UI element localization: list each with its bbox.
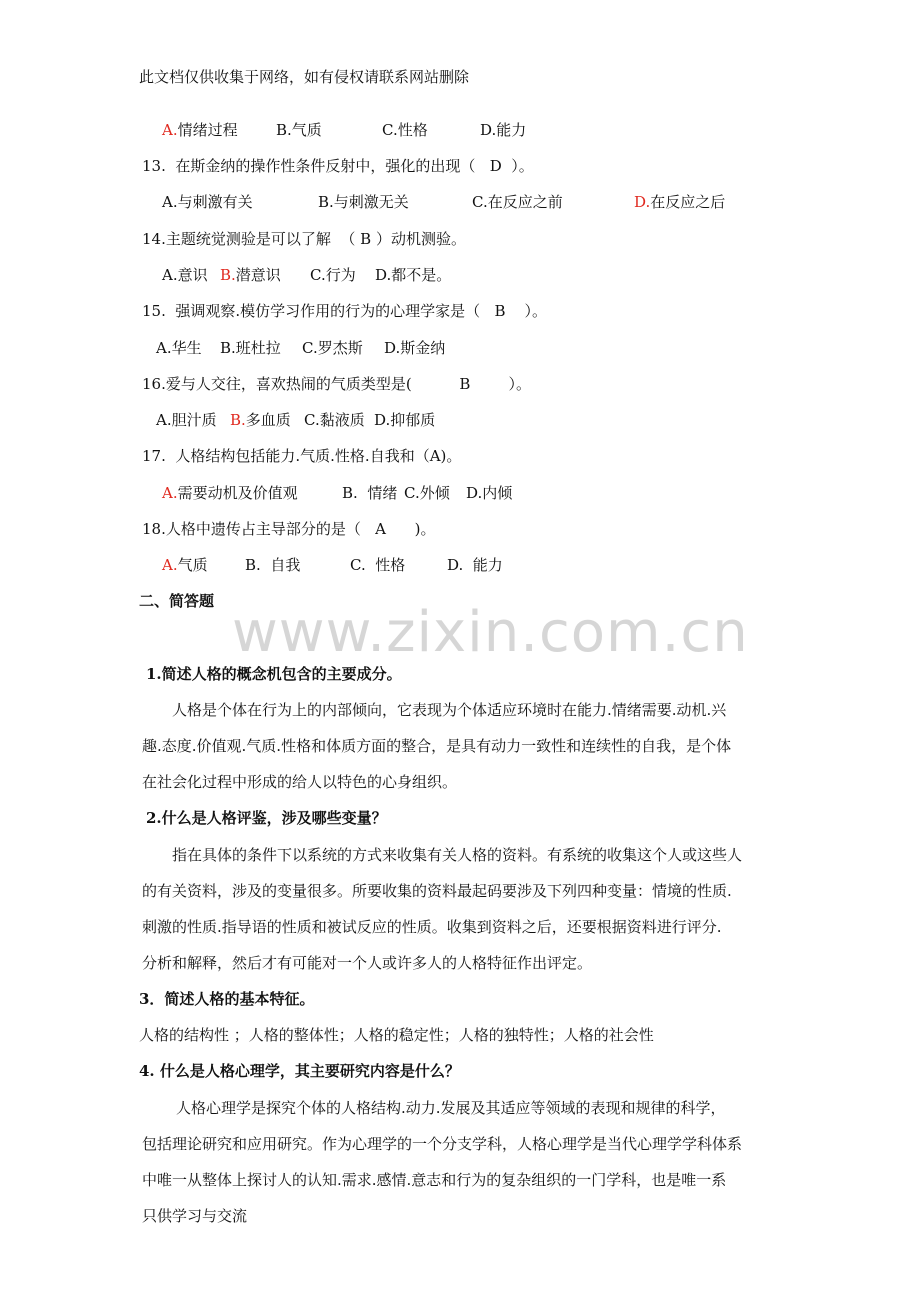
sa2-question: 2.什么是人格评鉴，涉及哪些变量？ <box>146 809 387 827</box>
sa4-question: 4. 什么是人格心理学，其主要研究内容是什么？ <box>139 1062 460 1080</box>
q15-option-b: B.班杜拉 <box>220 339 281 357</box>
sa3-question: 3．简述人格的基本特征。 <box>139 990 315 1008</box>
section-title: 二、简答题 <box>139 592 215 610</box>
q12-option-c: C.性格 <box>382 121 428 139</box>
q13-option-b: B.与刺激无关 <box>318 193 409 211</box>
q16-option-a: A.胆汁质 <box>156 411 217 429</box>
q12-option-a <box>162 120 238 140</box>
q13-answer-letter: D. <box>634 193 651 211</box>
q17-stem: 17. 人格结构包括能力.气质.性格.自我和（A)。 <box>142 447 462 465</box>
q13-stem: 13. 在斯金纳的操作性条件反射中，强化的出现（ D ）。 <box>142 157 534 175</box>
q17-option-c: C.外倾 <box>404 484 450 502</box>
q17-option-a <box>162 483 298 503</box>
q12-answer-letter: A. <box>162 121 178 139</box>
sa2-answer-line: 刺激的性质.指导语的性质和被试反应的性质。收集到资料之后，还要根据资料进行评分. <box>142 918 722 936</box>
q13-option-c: C.在反应之前 <box>472 193 563 211</box>
sa1-answer-line: 趣.态度.价值观.气质.性格和体质方面的整合，是具有动力一致性和连续性的自我，是个体 <box>142 737 732 755</box>
q18-answer-letter: A. <box>162 556 178 574</box>
sa4-answer-line: 包括理论研究和应用研究。作为心理学的一个分支学科，人格心理学是当代心理学学科体系 <box>142 1135 743 1153</box>
sa2-answer-line: 的有关资料，涉及的变量很多。所要收集的资料最起码要涉及下列四种变量：情境的性质. <box>142 882 732 900</box>
q17-option-b: B. 情绪 <box>342 484 398 502</box>
q13-option-d <box>634 192 725 212</box>
q12-option-d: D.能力 <box>480 121 527 139</box>
q14-stem: 14.主题统觉测验是可以了解 （ B ）动机测验。 <box>142 230 466 248</box>
q17-option-a-text: 需要动机及价值观 <box>177 484 298 502</box>
q14-option-c: C.行为 <box>310 266 356 284</box>
q12-option-b: B.气质 <box>276 121 322 139</box>
page-header: 此文档仅供收集于网络，如有侵权请联系网站删除 <box>139 68 470 86</box>
q17-option-d: D.内倾 <box>466 484 513 502</box>
q14-option-d: D.都不是。 <box>375 266 452 284</box>
q15-stem: 15. 强调观察.模仿学习作用的行为的心理学家是（ B ）。 <box>142 302 548 320</box>
q16-option-b <box>230 410 291 430</box>
q18-option-c: C. 性格 <box>350 556 406 574</box>
q13-option-a: A.与刺激有关 <box>162 193 253 211</box>
q17-answer-letter: A. <box>162 484 178 502</box>
sa3-answer: 人格的结构性 ；人格的整体性；人格的稳定性；人格的独特性；人格的社会性 <box>139 1026 654 1044</box>
page-footer: 只供学习与交流 <box>142 1207 248 1225</box>
sa1-answer-line: 人格是个体在行为上的内部倾向，它表现为个体适应环境时在能力.情绪需要.动机.兴 <box>172 701 727 719</box>
sa4-answer-line: 人格心理学是探究个体的人格结构.动力.发展及其适应等领域的表现和规律的科学， <box>176 1099 726 1117</box>
q18-option-d: D. 能力 <box>447 556 503 574</box>
sa1-answer-line: 在社会化过程中形成的给人以特色的心身组织。 <box>142 773 458 791</box>
q16-option-b-text: 多血质 <box>245 411 291 429</box>
q13-option-d-text: 在反应之后 <box>650 193 726 211</box>
q18-stem: 18.人格中遗传占主导部分的是（ A )。 <box>142 520 436 538</box>
q18-option-b: B. 自我 <box>245 556 301 574</box>
q12-option-a-text: 情绪过程 <box>177 121 238 139</box>
q16-option-c: C.黏液质 <box>304 411 365 429</box>
q16-stem: 16.爱与人交往，喜欢热闹的气质类型是( B ）。 <box>142 375 532 393</box>
q15-option-a: A.华生 <box>156 339 202 357</box>
q16-answer-letter: B. <box>230 411 246 429</box>
watermark: www.zixin.com.cn <box>232 600 749 665</box>
q18-option-a <box>162 555 208 575</box>
sa2-answer-line: 指在具体的条件下以系统的方式来收集有关人格的资料。有系统的收集这个人或这些人 <box>172 846 743 864</box>
q18-option-a-text: 气质 <box>177 556 208 574</box>
sa2-answer-line: 分析和解释，然后才有可能对一个人或许多人的人格特征作出评定。 <box>142 954 593 972</box>
q14-option-b <box>220 265 281 285</box>
q15-option-c: C.罗杰斯 <box>302 339 363 357</box>
sa1-question: 1.简述人格的概念机包含的主要成分。 <box>146 665 402 683</box>
q16-option-d: D.抑郁质 <box>374 411 436 429</box>
q15-option-d: D.斯金纳 <box>384 339 446 357</box>
sa4-answer-line: 中唯一从整体上探讨人的认知.需求.感情.意志和行为的复杂组织的一门学科，也是唯一系 <box>142 1171 727 1189</box>
q14-answer-letter: B. <box>220 266 236 284</box>
q14-option-b-text: 潜意识 <box>235 266 281 284</box>
q14-option-a: A.意识 <box>162 266 208 284</box>
